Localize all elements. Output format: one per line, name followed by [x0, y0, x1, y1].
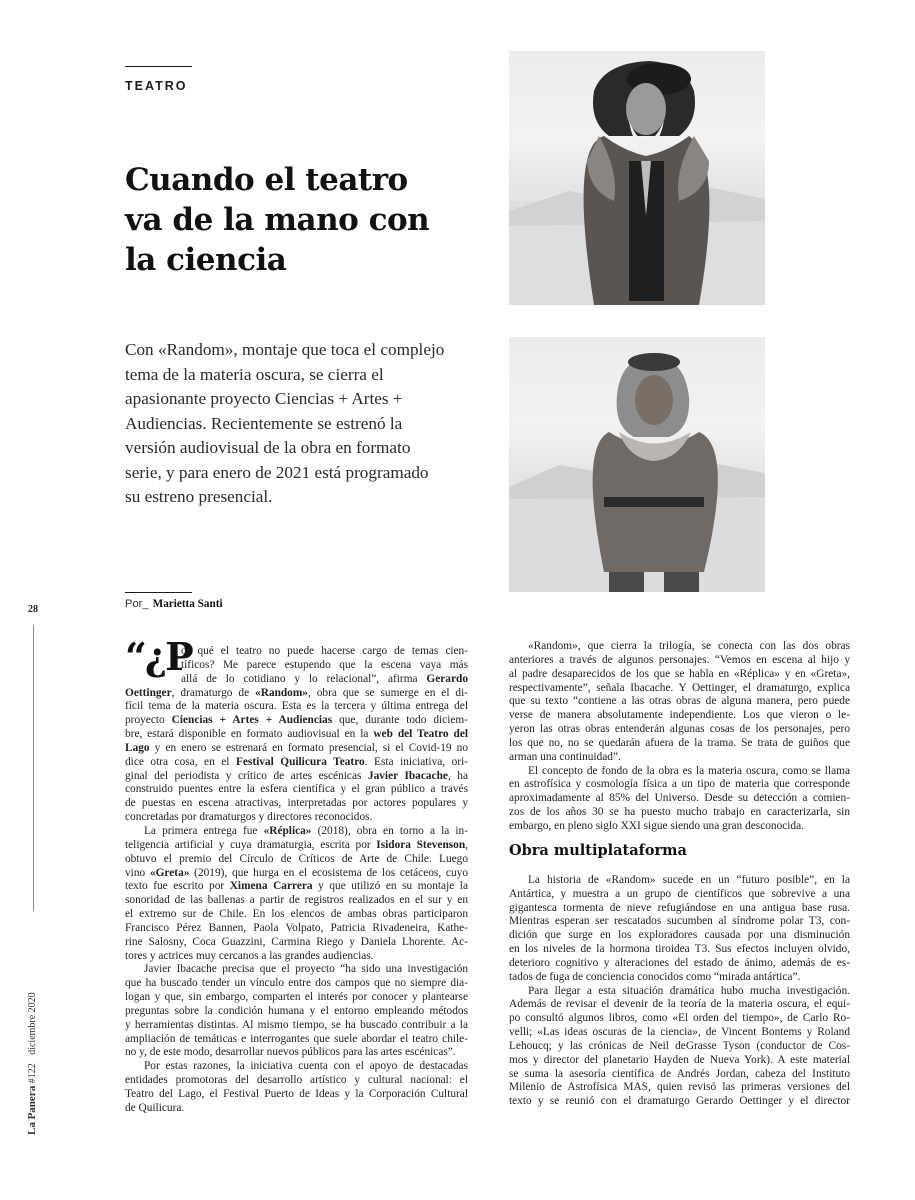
text-line: gigantesca tormenta de nieve refugiándose en una antigua base rusa. [509, 901, 850, 914]
text-line: deterioro cognitivo y alteraciones del estado de ánimo, además de es- [509, 956, 850, 969]
bold-term: Oettinger [125, 686, 172, 699]
subheading: Obra multiplataforma [509, 841, 687, 859]
bold-term: Lago [125, 741, 150, 754]
text-line: mos y director del planetario Hayden de Nueva York). A este material [509, 1053, 850, 1066]
text-line: que su texto “contiene a las otras obras de alguna manera, pero puede [509, 695, 850, 708]
text-line: La primera entrega fue «Réplica» (2018), obra en torno a la in- [144, 824, 468, 837]
fur-coat-figure-illustration [509, 51, 765, 305]
text-line: dice otra cosa, en el Festival Quilicura Teatro. Esta iniciativa, ori- [125, 755, 469, 768]
headline-line: Cuando el teatro [125, 162, 408, 198]
body-column-right [509, 640, 850, 1109]
text-line: el extremo sur de Chile. En los elencos de ambas obras participaron [125, 908, 468, 921]
section-rule [125, 66, 192, 67]
masthead-issue: #122 [27, 1063, 38, 1084]
text-line: bre, estará disponible en formato audiovisual en la web del Teatro del [125, 728, 469, 741]
text-line: anteriores a través de algunos personajes. “Vemos en escena al hijo y [509, 653, 850, 666]
drop-cap: “¿P [125, 634, 192, 679]
bold-term: Festival Quilicura Teatro [235, 755, 365, 768]
byline-rule [125, 592, 192, 593]
bold-term: Javier Ibacache [367, 769, 448, 782]
text-line: de Quilicura. [125, 1101, 185, 1114]
text-line: po consultó algunos libros, como «El orden del tiempo», de Carlo Ro- [509, 1012, 850, 1025]
body-column-right-part2 [509, 874, 850, 1109]
text-line: en astrofísica y cosmología física a un tipo de materia que corresponde [509, 778, 850, 791]
bold-term: «Random» [255, 686, 308, 699]
text-line: allá de lo cotidiano y lo relacional”, afirma Gerardo [181, 672, 468, 685]
body-column-left [125, 645, 468, 1116]
bold-term: Ximena Carrera [229, 880, 313, 893]
byline [125, 598, 223, 610]
text-line: velli; «Las ideas oscuras de la ciencia», de Vincent Bontems y Roland [509, 1026, 850, 1039]
lead-line: versión audiovisual de la obra en formato [125, 438, 411, 457]
margin-rule [33, 625, 34, 911]
text-line: ginal del periodista y crítico de artes escénicas Javier Ibacache, ha [125, 769, 468, 782]
text-line: se suma la asesoría científica de Andrés Jordan, cabeza del Instituto [509, 1067, 850, 1080]
text-line: Antártica, y muestra a un grupo de científicos que sobrevive a una [509, 887, 850, 900]
text-line: rine Salosny, Coca Guazzini, Carmina Riego y Daniela Lhorente. Ac- [125, 935, 468, 948]
text-line: respectivamente”, señala Ibacache. Y Oettinger, el dramaturgo, explica [509, 681, 850, 694]
text-line: obtuvo el premio del Círculo de Críticos de Arte de Chile. Luego [125, 852, 468, 865]
text-line: aproximadamente al 85% del Universo. Desde su detección a comien- [509, 792, 850, 805]
text-line: zos de los años 30 se ha puesto mucho trabajo en caracterizarla, sin [509, 806, 850, 819]
headline-line: va de la mano con [125, 202, 430, 238]
text-line: de puestas en escena atractivas, interpretadas por actores populares y [125, 797, 468, 810]
text-line: Para llegar a esta situación dramática hubo mucha investigación. [528, 984, 850, 997]
text-line: concretadas por dramaturgos y directores reconocidos. [125, 811, 373, 824]
text-line: sonoridad de las ballenas a partir de registros realizados en el sur y en [125, 894, 468, 907]
bold-term: «Réplica» [263, 824, 312, 837]
masthead-date: diciembre 2020 [27, 992, 38, 1055]
text-line: Milenio de Astrofísica MAS, quien revisó las primeras versiones del [509, 1081, 850, 1094]
bold-term: Isidora Stevenson [376, 838, 466, 851]
text-line: Por estas razones, la iniciativa cuenta con el apoyo de destacadas [144, 1060, 468, 1073]
text-line: fícil tema de la materia oscura. Esta es la tercera y última entrega del [125, 700, 468, 713]
lead-line: tema de la materia oscura, se cierra el [125, 364, 384, 384]
text-line: construido puentes entre la esfera científica y el gran público a través [125, 783, 468, 796]
text-line: tíficos? Me parece estupendo que la escena vaya más [181, 658, 468, 671]
text-line: El concepto de fondo de la obra es la materia oscura, como se llama [528, 764, 850, 777]
text-line: tores y actrices muy cercanos a las grandes audiencias. [125, 949, 374, 962]
bold-term: Gerardo [426, 672, 468, 685]
text-line: Lago y en enero se estrenará en formato presencial, si el Covid-19 no [125, 741, 468, 754]
text-line: ampliación de temáticas e interrogantes que suele abordar el teatro chile- [125, 1032, 468, 1045]
text-line: y herramientas distintas. Al mismo tiempo, se ha buscado contribuir a la [125, 1018, 468, 1031]
lead-line: serie, y para enero de 2021 está programado [125, 462, 429, 482]
lead-line: apasionante proyecto Ciencias + Artes + [125, 389, 403, 408]
text-line: entidades promotoras del desarrollo artístico y cultural nacional: el [125, 1074, 468, 1087]
text-line: Mientras esperan ser rescatados sucumben al síndrome polar T3, con- [509, 915, 850, 928]
photo-bearded-man-in-fur-coat [509, 51, 765, 305]
body-column-right-part1 [509, 640, 850, 834]
text-line: preguntas sobre la condición humana y el entorno empleando métodos [125, 1004, 468, 1017]
text-line: arman una continuidad”. [509, 750, 621, 763]
headline-line: la ciencia [125, 242, 287, 278]
byline-author: Marietta Santi [152, 598, 223, 610]
bold-term: web del Teatro del [373, 728, 469, 741]
text-line: embargo, en pleno siglo XXI sigue siendo una gran desconocida. [509, 819, 804, 832]
text-line: Oettinger, dramaturgo de «Random», obra que se sumerge en el di- [125, 686, 468, 699]
lead-paragraph [125, 338, 470, 510]
text-line: los que no, no se quedarán afuera de la trama. Se trata de guiños que [509, 736, 850, 749]
text-line: dición que surge en los exploradores causada por una disminución [509, 929, 850, 942]
text-line: tados de fuga de conciencia conocidos como “mirada antártica”. [509, 970, 801, 983]
headline [125, 160, 455, 280]
lead-line: Audiencias. Recientemente se estrenó la [125, 413, 403, 433]
masthead-vertical [26, 992, 38, 1135]
byline-prefix: Por_ [125, 598, 149, 610]
text-line: La historia de «Random» sucede en un “futuro posible”, en la [528, 873, 850, 886]
text-line: teligencia artificial y cuya dramaturgia, escrita por Isidora Stevenson, [125, 838, 468, 851]
lead-line: Con «Random», montaje que toca el complejo [125, 340, 445, 359]
text-line: or qué el teatro no puede hacerse cargo de temas cien- [181, 645, 468, 657]
text-line: yeron las otras obras entenderán algunas cosas de los personajes, pero [509, 723, 850, 736]
text-line: Lehoucq; y las crónicas de Neil deGrasse Tyson (conductor de Cos- [509, 1039, 850, 1052]
text-line: vino «Greta» (2019), que hurga en el ecosistema de los cetáceos, cuyo [125, 866, 468, 879]
page-number: 28 [28, 604, 38, 615]
text-line: texto y se reunió con el dramaturgo Gerardo Oettinger y el director [509, 1095, 850, 1108]
text-line: verse de manera absolutamente independiente. Los que vieron o le- [509, 709, 850, 722]
text-line: logan y que, sin embargo, comparten el interés por conocer y plantearse [125, 991, 468, 1004]
text-line: al padre desaparecidos de los que se habla en «Réplica» y en «Greta», [509, 667, 850, 680]
text-line: proyecto Ciencias + Artes + Audiencias que, durante todo diciem- [125, 714, 468, 727]
text-line: Francisco Pérez Bannen, Paola Volpato, Patricia Rivadeneira, Kathe- [125, 921, 468, 934]
text-line: no y, de este modo, desarrollar nuevos públicos para las artes escénicas”. [125, 1046, 456, 1059]
lead-line: su estreno presencial. [125, 487, 273, 506]
masthead-name: La Panera [26, 1085, 38, 1135]
text-line: en los niveles de la hormona tiroidea T3. Sus efectos incluyen olvido, [509, 943, 850, 956]
text-line: Teatro del Lago, el Festival Puerto de Ideas y la Corporación Cultural [125, 1088, 468, 1100]
text-line: «Random», que cierra la trilogía, se conecta con las dos obras [528, 640, 850, 652]
bold-term: Ciencias + Artes + Audiencias [171, 714, 333, 727]
photo-explorer-with-goggles [509, 337, 765, 592]
explorer-figure-illustration [509, 337, 765, 592]
text-line: Javier Ibacache precisa que el proyecto “ha sido una investigación [144, 963, 468, 976]
text-line: Además de revisar el devenir de la teoría de la materia oscura, el equi- [509, 998, 850, 1011]
text-line: que ha buscado tender un vínculo entre dos campos que no siempre dia- [125, 977, 468, 990]
bold-term: «Greta» [149, 866, 190, 879]
section-label: TEATRO [125, 79, 188, 93]
text-line: texto fue escrito por Ximena Carrera y que utilizó en su montaje la [125, 880, 468, 893]
